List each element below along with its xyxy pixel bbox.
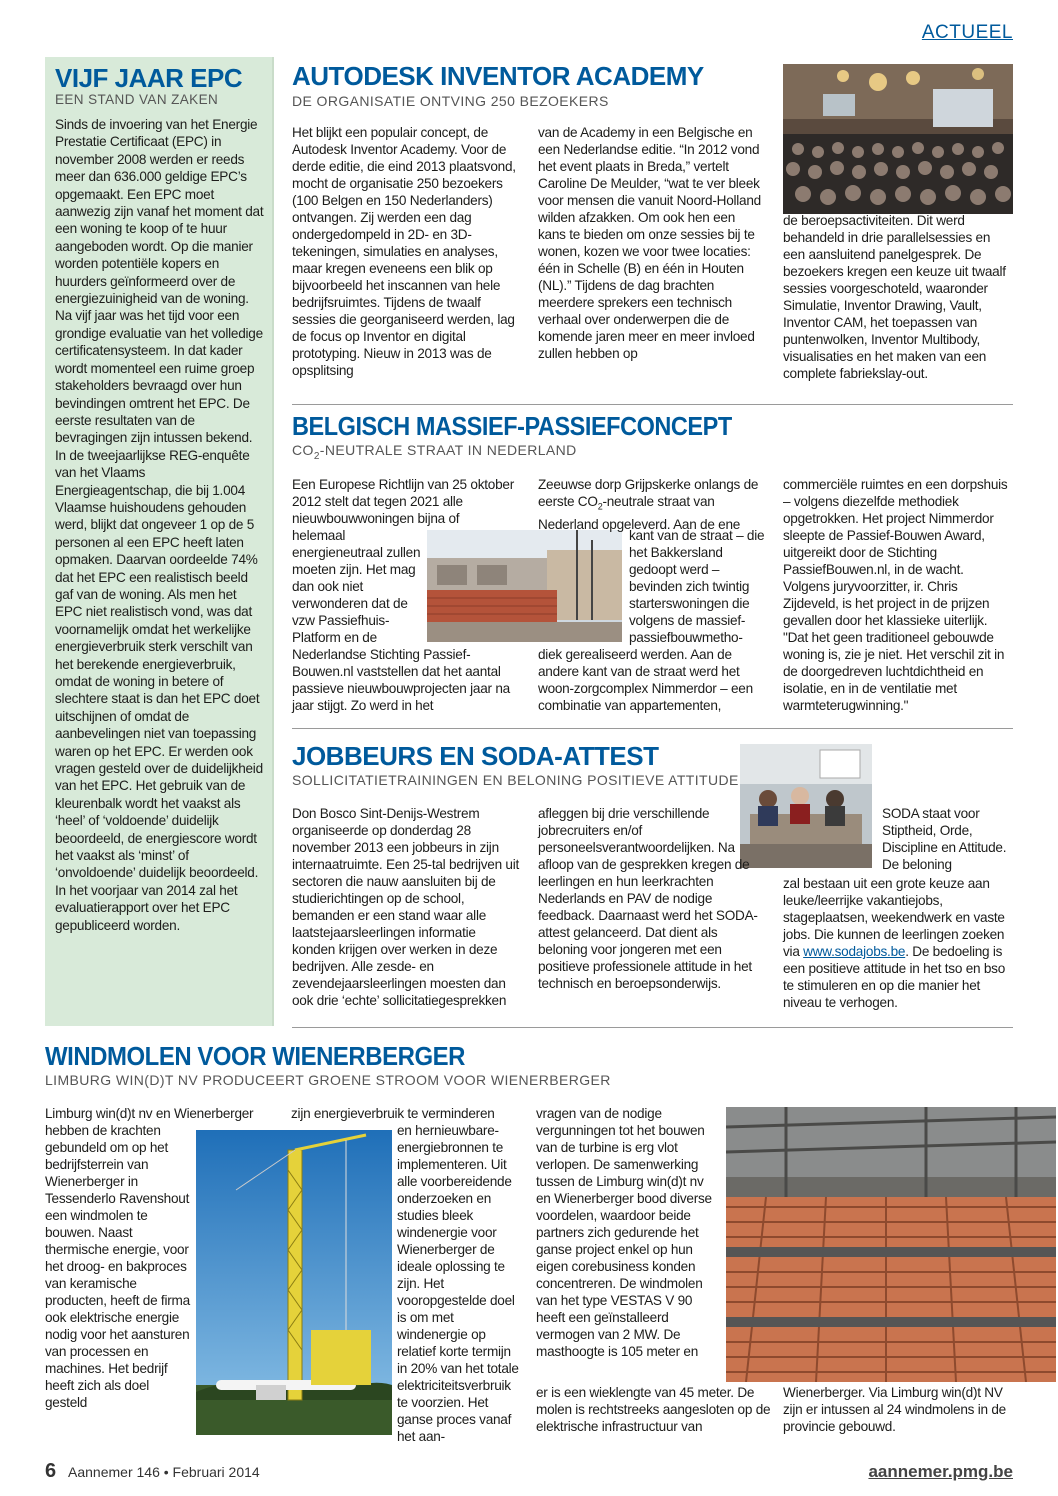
- footer-issue: [45, 1460, 260, 1483]
- passief-col-2-top-post: -neutrale straat van Nederland opgeleverd. Aan de ene: [538, 494, 741, 532]
- passief-col-2-top: [538, 476, 766, 533]
- autodesk-col-3: [783, 212, 1013, 382]
- jobbeurs-col-2: [538, 805, 768, 992]
- sodajobs-link[interactable]: www.sodajobs.be: [803, 944, 906, 959]
- passief-col-1-bottom-text: Nederlandse Stichting Passief-Bouwen.nl vaststellen dat het aantal passieve nieuwbouwprojecten jaar na jaar stijgt. Zo werd in het: [292, 647, 510, 713]
- jobbeurs-col-3-text: [783, 875, 1013, 1011]
- windmolen-col-2-side: [397, 1122, 524, 1445]
- windmolen-col-3-bottom-text: er is een wieklengte van 45 meter. De molen is rechtstreeks aangesloten op de elektrische infrastructuur van: [536, 1385, 771, 1434]
- page-number: 6: [45, 1460, 57, 1482]
- windmolen-col-1-top-text: Limburg win(d)t nv en Wienerberger: [45, 1106, 254, 1121]
- passief-subtitle-post: -NEUTRALE STRAAT IN NEDERLAND: [319, 442, 577, 458]
- passief-col-1-bottom: [292, 646, 520, 714]
- autodesk-col-2: [538, 124, 766, 362]
- conference-hall-image: [783, 64, 1013, 214]
- windmolen-col-2-side-text: en hernieuwbare-energiebronnen te implementeren. Uit alle voorbereidende onderzoeken en studies bleek windenergie voor Wienerberger de ideale oplossing te zijn. Het vooropgestelde doel is om met windenergie op relatief korte termijn in 20% van het totale elektriciteitsverbruik te voorzien. Het ganse proces vanaf het aan-: [397, 1123, 519, 1444]
- passief-construction-photo: [427, 530, 622, 642]
- jobbeurs-title: JOBBEURS EN SODA-ATTEST: [292, 741, 659, 771]
- passief-col-3: [783, 476, 1013, 714]
- windmolen-col-3-top-text: vragen van de nodige vergunningen tot het bouwen van de turbine is erg vlot verlopen. De samenwerking tussen de Limburg win(d)t nv en Wienerberger bood diverse voordelen, waardoor beide partners zich gedurende het ganse project enkel op hun eigen corebusiness konden concentreren. De windmolen van het type VESTAS V 90 heeft een geïnstalleerd vermogen van 2 MW. De masthoogte is 105 meter en: [536, 1106, 712, 1359]
- passief-col-1-side-text: helemaal energieneutraal zullen moeten zijn. Het mag dan ook niet verwonderen dat de vzw Passiefhuis-Platform en de: [292, 528, 421, 645]
- jobbeurs-subtitle: SOLLICITATIETRAININGEN EN BELONING POSITIEVE ATTITUDE: [292, 772, 739, 788]
- windmolen-col-1-side-text: hebben de krachten gebundeld om op het bedrijfsterrein van Wienerberger in Tessenderlo Ravenshout een windmolen te bouwen. Naast thermische energie, voor het droog- en bakproces van keramische producten, heeft de firma ook elektrische energie nodig voor het aansturen van processen en machines. Het bedrijf heeft zich als doel gesteld: [45, 1123, 190, 1410]
- brick-factory-photo: [726, 1107, 1056, 1382]
- jobbeurs-col-1: [292, 805, 520, 1009]
- autodesk-col-1: [292, 124, 520, 379]
- issue-info: Aannemer 146 • Februari 2014: [68, 1464, 260, 1480]
- autodesk-subtitle: DE ORGANISATIE ONTVING 250 BEZOEKERS: [292, 93, 609, 109]
- autodesk-col-2-text: van de Academy in een Belgische en een Nederlandse editie. “In 2012 vond het event plaats in Breda,” vertelt Caroline De Meulder, “wat te ver bleek voor mensen die vanuit Noord-Holland wilden afzakken. Om ook hen een kans te bieden om onze sessies bij te wonen, kozen we voor twee locaties: één in Schelle (B) en één in Houten (NL).” Tijdens de dag brachten meerdere sprekers een technisch verhaal over onderwerpen die de komende jaren meer en meer invloed zullen hebben op: [538, 125, 761, 361]
- autodesk-title: AUTODESK INVENTOR ACADEMY: [292, 61, 704, 91]
- passief-title: BELGISCH MASSIEF-PASSIEFCONCEPT: [292, 411, 732, 441]
- jobbeurs-col-3-side-text: SODA staat voor Stiptheid, Orde, Discipline en Attitude. De beloning: [882, 806, 1007, 872]
- passief-col-2-side-text: kant van de straat – die het Bakkersland gedoopt werd – bevinden zich twintig starterswoningen die volgens de massief-passiefbouwmetho-: [629, 528, 765, 645]
- windmolen-col-2-top: [291, 1105, 523, 1122]
- passief-col-2-side: [629, 527, 767, 646]
- windmolen-col-1-top: [45, 1105, 280, 1122]
- passief-col-3-text: commerciële ruimtes en een dorpshuis – volgens diezelfde methodiek opgetrokken. Het project Nimmerdor sleepte de Passief-Bouwen Award, uitgereikt door de Stichting PassiefBouwen.nl, in de wacht. Volgens juryvoorzitter, ir. Chris Zijdeveld, is het project in de prijzen gevallen door het klassieke uiterlijk. "Dat het geen traditioneel gebouwde woning is, zie je niet. Het verschil zit in de doorgedreven luchtdichtheid en isolatie, en in de ventilatie met warmteterugwinning.": [783, 477, 1008, 713]
- windmolen-title: WINDMOLEN VOOR WIENERBERGER: [45, 1041, 465, 1071]
- passief-subtitle-sub: 2: [313, 450, 320, 462]
- passief-col-2-top-sub: 2: [597, 501, 603, 512]
- windmolen-col-2-top-text: zijn energieverbruik te verminderen: [291, 1106, 495, 1121]
- windmolen-col-4: [783, 1384, 1013, 1435]
- autodesk-event-photo: [783, 64, 1013, 214]
- jobbeurs-col-3-side: [882, 805, 1012, 873]
- windmolen-col-4-text: Wienerberger. Via Limburg win(d)t NV zijn er intussen al 24 windmolens in de provincie gebouwd.: [783, 1385, 1006, 1434]
- section-tag: ACTUEEL: [921, 22, 1013, 43]
- jobbeurs-col-1-text: Don Bosco Sint-Denijs-Westrem organiseerde op donderdag 28 november 2013 een jobbeurs in zijn internaatruimte. Een 25-tal bedrijven uit sectoren die nauw aansluiten bij de studierichtingen op de school, bemanden er een stand waar alle laatstejaarsleerlingen informatie konden krijgen over werken in deze bedrijven. Alle zesde- en zevendejaarsleerlingen moesten dan ook drie ‘echte’ sollicitatiegesprekken: [292, 806, 520, 1008]
- passief-subtitle: [292, 442, 577, 465]
- autodesk-col-3-text: de beroepsactiviteiten. Dit werd behandeld in drie parallelsessies en een aansluitend panelgesprek. De bezoekers kregen een keuze uit twaalf sessies voorgeschoteld, waaronder Simulatie, Inventor Drawing, Vault, Inventor CAM, het toepassen van puntenwolken, Inventor Multibody, visualisaties en het maken van een complete fabriekslay-out.: [783, 213, 1006, 381]
- windmolen-col-1-side: [45, 1122, 190, 1411]
- jobbeurs-col-2-text: afleggen bij drie verschillende jobrecruiters en/of personeelsverantwoordelijken. Na afloop van de gesprekken kregen de leerlingen en hun leerkrachten Nederlands en PAV de nodige feedback. Daarnaast werd het SODA-attest gelanceerd. Dat dient als beloning voor jongeren met een positieve professionele attitude in het technisch en beroepsonderwijs.: [538, 806, 758, 991]
- passief-col-2-top-text: [538, 476, 766, 533]
- windmolen-subtitle: LIMBURG WIN(D)T NV PRODUCEERT GROENE STROOM VOOR WIENERBERGER: [45, 1072, 611, 1088]
- passief-col-2-bottom: [538, 646, 766, 714]
- passief-col-1-top: [292, 476, 520, 527]
- divider: [292, 404, 1013, 405]
- crane-image: [196, 1130, 392, 1435]
- windmolen-col-3-top: [536, 1105, 716, 1360]
- passief-subtitle-pre: CO: [292, 442, 314, 458]
- epc-subtitle: EEN STAND VAN ZAKEN: [55, 92, 219, 107]
- passief-col-1-side: [292, 527, 422, 646]
- brick-production-image: [726, 1107, 1056, 1382]
- epc-body-text: Sinds de invoering van het Energie Prestatie Certificaat (EPC) in november 2008 werden er reeds meer dan 636.000 geldige EPC’s opgemaakt. Een EPC moet aanwezig zijn vanaf het moment dat een woning te koop of te huur aangeboden wordt. Op die manier worden potentiële kopers en huurders geïnformeerd over de energiezuinigheid van de woning. Na vijf jaar was het tijd voor een grondige evaluatie van het volledige certificatensysteem. In dat kader wordt momenteel een ruime groep stakeholders bevraagd over hun bevindingen omtrent het EPC. De eerste resultaten van de bevragingen zijn intussen bekend. In de tweejaarlijkse REG-enquête van het Vlaams Energieagentschap, die bij 1.004 Vlaamse huishoudens gehouden werd, blijkt dat ongeveer 1 op de 5 personen al een EPC heeft laten opmaken. Daarvan oordeelde 74% dat het EPC een realistisch beeld gaf van de woning. Als men het EPC niet realistisch vond, was dat voornamelijk omdat het werkelijke energieverbruik sterk verschilt van het berekende energieverbruik, omdat de woning in betere of slechtere staat is dan het EPC doet uitschijnen of omdat de aanbevelingen niet van toepassing waren op het EPC. Er werden ook vragen gesteld over de duidelijkheid van het EPC. Het gebruik van de kleurenbalk wordt het vaakst als ‘heel’ of ‘voldoende’ duidelijk beoordeeld, de energiescore wordt het vaakst als ‘minst’ of ‘onvoldoende’ duidelijk beoordeeld. In het voorjaar van 2014 zal het evaluatierapport over het EPC gepubliceerd worden.: [55, 117, 264, 933]
- jobbeurs-col-3: [783, 875, 1013, 1011]
- passief-col-2-top-pre: Zeeuwse dorp Grijpskerke onlangs de eerste CO: [538, 477, 759, 509]
- autodesk-col-1-text: Het blijkt een populair concept, de Autodesk Inventor Academy. Voor de derde editie, die eind 2013 plaatsvond, mocht de organisatie 250 bezoekers (100 Belgen en 150 Nederlanders) ontvangen. Zij werden een dag ondergedompeld in 2D- en 3D-tekeningen, simulaties en analyses, maar kregen eveneens een blik op bijvoorbeeld het inscannen van hele bedrijfsruimtes. Tijdens de twaalf sessies die georganiseerd werden, lag de focus op Inventor en digital prototyping. Nieuw in 2013 was de opsplitsing: [292, 125, 516, 378]
- epc-body: [55, 116, 265, 934]
- divider: [292, 1027, 1013, 1028]
- jobbeurs-col-3-post: . De bedoeling is een positieve attitude in het tso en bso te stimuleren en op die manier het niveau te verhogen.: [783, 944, 1006, 1010]
- construction-site-image: [427, 530, 622, 642]
- passief-col-1-top-text: Een Europese Richtlijn van 25 oktober 2012 stelt dat tegen 2021 alle nieuwbouwwoningen bijna of: [292, 477, 514, 526]
- epc-title: VIJF JAAR EPC: [55, 63, 243, 93]
- passief-col-2-bottom-text: diek gerealiseerd werden. Aan de andere kant van de straat werd het woon-zorgcomplex Nimmerdor – een combinatie van appartementen,: [538, 647, 753, 713]
- jobbeurs-col-3-pre: zal bestaan uit een grote keuze aan leuke/leerrijke vakantiejobs, stageplaatsen, weekendwerk en vaste jobs. Die kunnen de leerlingen zoeken via: [783, 876, 1005, 959]
- footer-url[interactable]: aannemer.pmg.be: [868, 1462, 1013, 1481]
- windmolen-col-3-bottom: [536, 1384, 772, 1435]
- divider: [292, 728, 1013, 729]
- windmill-crane-photo: [196, 1130, 392, 1435]
